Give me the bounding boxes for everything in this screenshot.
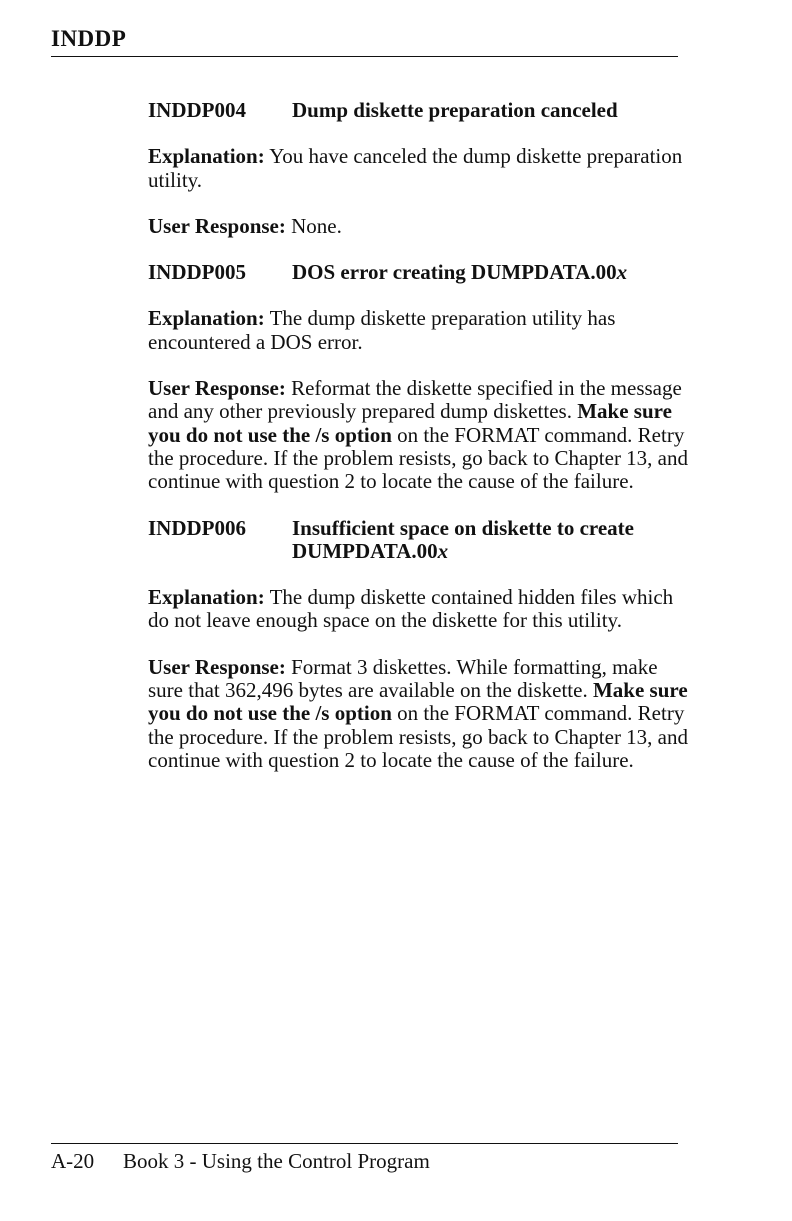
message-inddp005 xyxy=(148,261,688,493)
message-title-main: Insufficient space on diskette to create DUMPDATA.00 xyxy=(292,515,634,563)
explanation-paragraph xyxy=(148,307,688,354)
user-response-paragraph xyxy=(148,656,688,772)
message-title xyxy=(292,261,688,284)
page-number: A-20 xyxy=(51,1149,95,1173)
explanation-label: Explanation: xyxy=(148,585,265,610)
header-rule xyxy=(51,56,678,57)
explanation-text: You have canceled the dump diskette preparation utility. xyxy=(148,144,683,192)
user-response-label: User Response: xyxy=(148,654,286,679)
message-title-variable: x xyxy=(616,260,628,285)
user-response-text: on the FORMAT command. Retry the procedure. If the problem resists, go back to Chapter 13, and continue with question 2 to locate the cause of the failure. xyxy=(148,701,689,772)
user-response-text: Format 3 diskettes. While formatting, make sure that 362,496 bytes are available on the diskette. xyxy=(148,654,658,703)
message-heading xyxy=(148,99,688,122)
message-inddp004 xyxy=(148,99,688,238)
message-title-main: DOS error creating DUMPDATA.00 xyxy=(292,260,617,285)
user-response-warning: Make sure you do not use the /s option xyxy=(148,399,672,447)
user-response-text: Reformat the diskette specified in the message and any other previously prepared dump diskettes. xyxy=(148,376,682,424)
user-response-warning: Make sure you do not use the /s option xyxy=(148,678,688,726)
user-response-paragraph xyxy=(148,377,688,493)
user-response-label: User Response: xyxy=(148,376,286,401)
message-heading xyxy=(148,517,688,564)
explanation-label: Explanation: xyxy=(148,144,265,169)
message-list xyxy=(148,99,688,795)
explanation-text: The dump diskette preparation utility has encountered a DOS error. xyxy=(148,306,616,354)
message-heading xyxy=(148,261,688,284)
message-id: INDDP005 xyxy=(148,260,246,285)
user-response-text: None. xyxy=(291,213,342,238)
user-response-paragraph xyxy=(148,215,688,238)
header-title: INDDP xyxy=(51,26,127,51)
message-title: Dump diskette preparation canceled xyxy=(292,98,618,122)
message-title xyxy=(292,517,688,564)
explanation-text: The dump diskette contained hidden files which do not leave enough space on the diskette for this utility. xyxy=(148,585,674,633)
message-id: INDDP006 xyxy=(148,515,246,540)
footer-rule xyxy=(51,1143,678,1144)
message-title-variable: x xyxy=(437,538,449,563)
message-inddp006 xyxy=(148,517,688,773)
explanation-paragraph xyxy=(148,586,688,633)
message-id: INDDP004 xyxy=(148,98,246,122)
user-response-label: User Response: xyxy=(148,213,286,238)
explanation-paragraph xyxy=(148,145,688,192)
user-response-text: on the FORMAT command. Retry the procedure. If the problem resists, go back to Chapter 13, and continue with question 2 to locate the cause of the failure. xyxy=(148,422,689,494)
book-title: Book 3 - Using the Control Program xyxy=(123,1149,430,1173)
explanation-label: Explanation: xyxy=(148,306,265,331)
page-footer xyxy=(51,1149,430,1174)
